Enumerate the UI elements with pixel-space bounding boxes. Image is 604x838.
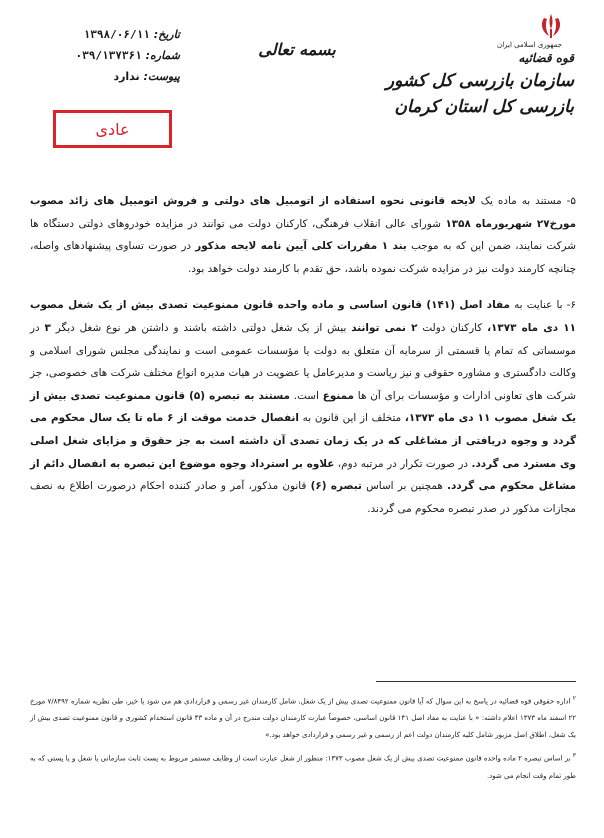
footnotes	[30, 690, 576, 785]
organization-title: سازمان بازرسی کل کشور	[385, 71, 574, 91]
footnote-2: $^۳$ بر اساس تبصره ۲ ماده واحده قانون ممنوعیت تصدی بیش از یک شغل مصوب ۱۳۷۳: منظور از شغل عبارت است از وظایف مستمر مربوط به پست ثابت سازمانی یا شغل و یا پستی که به طور تمام وقت انجام می شود.	[30, 752, 576, 780]
number-value: ۰۳۹/۱۳۷۳۶۱	[75, 49, 142, 62]
paragraph-5: ۵- مستند به ماده یک لایحه قانونی نحوه استفاده از اتومبیل های دولتی و فروش اتومبیل های زائد مصوب مورخ۲۷ شهریورماه ۱۳۵۸ شورای عالی انقلاب فرهنگی، کارکنان دولت می توانند در مزایده خودروهای دولتی دستگاه ها شرکت نمایند، ضمن این که به موجب بند ۱ مقررات کلی آیین نامه لایحه مذکور در صورت تساوی پیشنهادهای واصله، چنانچه کارمند دولت نیز در مزایده شرکت نموده باشد، حق تقدم با کارمند دولت خواهد بود.	[30, 195, 577, 275]
attachment-row	[30, 66, 180, 87]
republic-caption: جمهوری اسلامی ایران	[497, 41, 562, 49]
letter-metadata	[30, 24, 180, 87]
province-office-title: بازرسی کل استان کرمان	[394, 97, 574, 117]
footnote-1: $^۲$ اداره حقوقی قوه قضائیه در پاسخ به این سوال که آیا قانون ممنوعیت تصدی بیش از یک شغل، شامل کارمندان غیر رسمی و قراردادی هم می شود یا خیر، طی نظریه شماره ۷/۸۴۹۲ مورخ ۲۲ اسفند ماه ۱۳۷۳ اعلام داشته: « با عنایت به مفاد اصل ۱۴۱ قانون اساسی، خصوصاً عبارت کارمندان دولت مندرج در آن و ماده ۴۳ قانون استخدام کشوری و قانون ممنوعیت تصدی بیش از یک شغل، اطلاق اصل مزبور شامل کلیه کارمندان دولت اعم از رسمی و غیر رسمی و قراردادی خواهد بود.»	[30, 695, 577, 740]
paragraph-6: ۶- با عنایت به مفاد اصل (۱۴۱) قانون اساسی و ماده واحده قانون ممنوعیت تصدی بیش از یک شغل مصوب ۱۱ دی ماه ۱۳۷۳، کارکنان دولت ۲ نمی توانند بیش از یک شغل دولتی داشته باشند و داشتن هر نوع شغل دیگر ۳ در موسساتی که تمام یا قسمتی از سرمایه آن متعلق به دولت یا مؤسسات عمومی است و نمایندگی مجلس شورای اسلامی و وکالت دادگستری و مشاوره حقوقی و نیز ریاست و مدیرعامل یا عضویت در هیات مدیره انواع مختلف شرکت های خصوصی، جز شرکت های تعاونی ادارات و مؤسسات برای آن ها ممنوع است. مستند به تبصره (۵) قانون ممنوعیت تصدی بیش از یک شغل مصوب ۱۱ دی ماه ۱۳۷۳، متخلف از این قانون به انفصال خدمت موقت از ۶ ماه تا یک سال محکوم می گردد و وجوه دریافتی از مشاغلی که در یک زمان تصدی آن داشته است به جز حقوق و مزایای شغل اصلی وی مسترد می گردد. در صورت تکرار در مرتبه دوم، علاوه بر استرداد وجوه موضوع این تبصره به انفصال دائم از مشاغل محکوم می گردد. همچنین بر اساس تبصره (۶) قانون مذکور، آمر و صادر کننده احکام درصورت اطلاع به نصف مجازات مذکور در صدر تبصره محکوم می گردند.	[30, 299, 576, 515]
classification-badge: عادی	[53, 110, 172, 148]
attachment-label: پیوست:	[143, 70, 180, 83]
date-label: تاریخ:	[153, 28, 180, 41]
footnote-divider	[376, 681, 576, 682]
date-value: ۱۳۹۸/۰۶/۱۱	[83, 28, 150, 41]
number-row	[30, 45, 180, 66]
number-label: شماره:	[145, 49, 180, 62]
judiciary-title: قوه قضائیه	[518, 51, 574, 65]
organization-header	[384, 12, 574, 117]
attachment-value: ندارد	[113, 70, 140, 83]
date-row	[30, 24, 180, 45]
bismillah-heading: بسمه تعالی	[258, 40, 336, 59]
emblem-icon	[538, 12, 564, 40]
letter-body	[30, 190, 576, 520]
